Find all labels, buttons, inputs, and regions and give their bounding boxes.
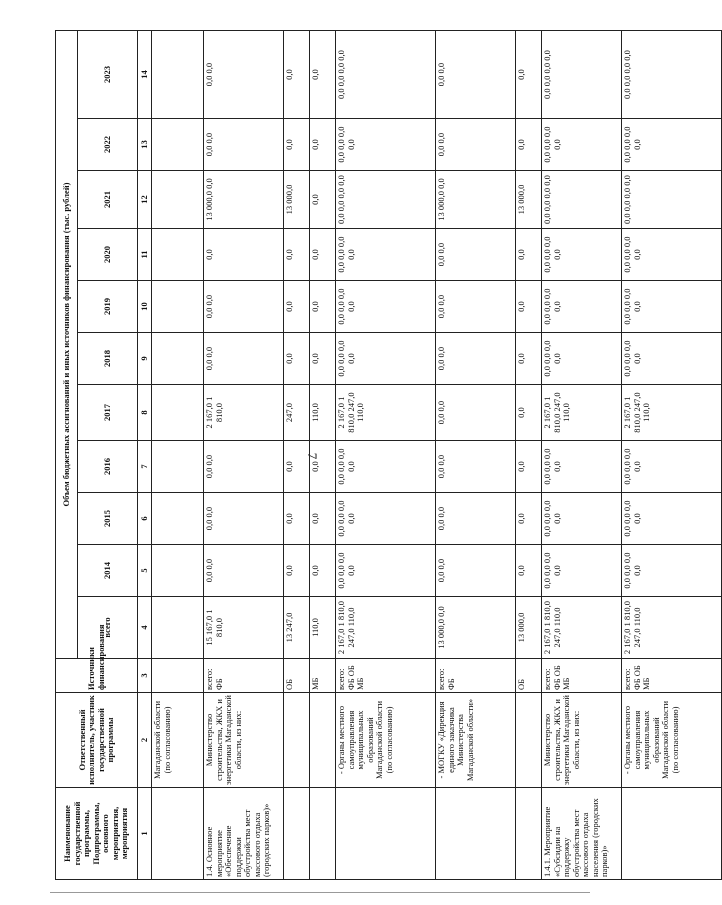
row-funding-source: [152, 659, 204, 693]
table-row: [436, 30, 516, 879]
row-value: 0,0 0,0 0,0 0,0: [622, 30, 722, 118]
row-value: 0,0: [516, 229, 542, 281]
row-value: 0,0: [284, 281, 310, 333]
row-value: 0,0: [310, 281, 336, 333]
row-value: 0,0 0,0 0,0 0,0: [622, 119, 722, 171]
row-value: 0,0: [516, 493, 542, 545]
row-responsible: [516, 693, 542, 788]
row-value: 0,0 0,0 0,0 0,0: [336, 229, 436, 281]
column-numbers-row: [138, 30, 152, 879]
column-number: 1: [138, 788, 152, 880]
column-number: 5: [138, 545, 152, 597]
row-responsible: Министерство строительства, ЖКХ и энергетики Магаданской области, из них:: [204, 693, 284, 788]
row-value: 0,0 0,0 0,0 0,0: [542, 545, 622, 597]
table-row: [622, 30, 722, 879]
row-program-name: 1.4. Основное мероприятие «Обеспечение поддержки обустройства мест массового отдыха (городских парков)»: [204, 788, 284, 880]
column-number: 9: [138, 333, 152, 385]
header-year-2018: 2018: [78, 333, 138, 385]
row-value: 0,0 0,0 0,0 0,0: [336, 30, 436, 118]
row-funding-source: всего: ФБ: [436, 659, 516, 693]
row-value: 13 000,0 0,0: [204, 171, 284, 229]
header-funding-source: Источники финансирования: [56, 659, 138, 693]
row-value: 0,0: [516, 281, 542, 333]
row-value: 0,0 0,0: [436, 229, 516, 281]
row-value: 0,0 0,0 0,0 0,0: [336, 281, 436, 333]
row-value: 0,0 0,0: [204, 441, 284, 493]
row-value: 0,0 0,0: [204, 493, 284, 545]
row-value: 13 000,0 0,0: [436, 171, 516, 229]
row-value: 0,0: [310, 119, 336, 171]
row-value: 110,0: [310, 385, 336, 441]
row-value: 0,0: [284, 441, 310, 493]
row-value: 13 000,0: [516, 597, 542, 659]
row-value: 0,0 0,0: [436, 30, 516, 118]
table-row: [284, 30, 310, 879]
table-body: [152, 30, 722, 879]
row-value: 15 167,0 1 810,0: [204, 597, 284, 659]
row-value: [152, 119, 204, 171]
row-value: [152, 30, 204, 118]
row-value: 0,0 0,0 0,0 0,0: [622, 171, 722, 229]
row-value: [152, 441, 204, 493]
row-responsible: [284, 693, 310, 788]
row-funding-source: ОБ: [284, 659, 310, 693]
row-value: 0,0: [284, 119, 310, 171]
header-year-2017: 2017: [78, 385, 138, 441]
row-program-name: [152, 788, 204, 880]
row-value: 0,0: [284, 493, 310, 545]
row-value: 0,0: [284, 30, 310, 118]
column-number: 4: [138, 597, 152, 659]
header-year-2015: 2015: [78, 493, 138, 545]
row-program-name: [336, 788, 436, 880]
header-year-2016: 2016: [78, 441, 138, 493]
row-value: 0,0 0,0: [436, 385, 516, 441]
row-value: 13 000,0: [516, 171, 542, 229]
row-value: 13 000,0 0,0: [436, 597, 516, 659]
row-value: 0,0 0,0 0,0 0,0: [336, 493, 436, 545]
table-row: [204, 30, 284, 879]
row-value: 0,0 0,0: [204, 119, 284, 171]
row-value: [152, 385, 204, 441]
column-number: 14: [138, 30, 152, 118]
column-number: 3: [138, 659, 152, 693]
row-responsible: - МОГКУ «Дирекция единого заказчика Министерства Магаданской области»: [436, 693, 516, 788]
row-value: [152, 493, 204, 545]
column-number: 8: [138, 385, 152, 441]
row-value: 247,0: [284, 385, 310, 441]
row-value: 0,0: [310, 545, 336, 597]
row-value: 0,0 0,0 0,0 0,0: [336, 545, 436, 597]
row-value: 0,0 0,0 0,0 0,0: [542, 281, 622, 333]
row-funding-source: МБ: [310, 659, 336, 693]
row-value: 0,0: [516, 545, 542, 597]
row-value: 0,0: [204, 229, 284, 281]
row-value: 0,0 0,0: [436, 493, 516, 545]
row-program-name: [284, 788, 310, 880]
header-funding-title: Объем бюджетных ассигнований и иных источников финансирования (тыс. рублей): [56, 30, 78, 658]
row-funding-source: всего: ФБ: [204, 659, 284, 693]
row-value: 0,0: [284, 333, 310, 385]
row-responsible: [310, 693, 336, 788]
row-value: 0,0 0,0: [436, 333, 516, 385]
row-value: 0,0: [284, 229, 310, 281]
row-value: [152, 171, 204, 229]
row-value: 0,0 0,0 0,0 0,0: [542, 441, 622, 493]
row-value: 0,0 0,0 0,0 0,0: [542, 119, 622, 171]
row-value: 0,0 0,0 0,0 0,0: [336, 441, 436, 493]
header-year-2021: 2021: [78, 171, 138, 229]
row-value: 0,0 0,0: [436, 545, 516, 597]
row-responsible: Министерство строительства, ЖКХ и энергетики Магаданской области, из них:: [542, 693, 622, 788]
row-value: 0,0 0,0: [436, 119, 516, 171]
column-number: 2: [138, 693, 152, 788]
row-value: [152, 333, 204, 385]
row-value: 0,0 0,0: [436, 281, 516, 333]
funding-table: [55, 30, 722, 880]
row-value: 2 167,0 1 810,0: [204, 385, 284, 441]
row-value: 0,0: [310, 229, 336, 281]
row-value: 2 167,0 1 810,0 247,0 110,0: [542, 597, 622, 659]
row-value: 0,0 0,0: [436, 441, 516, 493]
row-value: 0,0 0,0 0,0 0,0: [542, 493, 622, 545]
row-value: 0,0 0,0 0,0 0,0: [336, 333, 436, 385]
column-number: 13: [138, 119, 152, 171]
row-value: 2 167,0 1 810,0 247,0 110,0: [542, 385, 622, 441]
row-value: 0,0 0,0 0,0 0,0: [336, 171, 436, 229]
row-funding-source: всего: ФБ ОБ МБ: [622, 659, 722, 693]
header-program-name: Наименование государственной программы, Подпрограммы, основного мероприятия, мероприятия: [56, 788, 138, 880]
column-number: 10: [138, 281, 152, 333]
row-value: 2 167,0 1 810,0 247,0 110,0: [622, 385, 722, 441]
row-program-name: [516, 788, 542, 880]
table-row: [336, 30, 436, 879]
row-value: 0,0 0,0 0,0 0,0: [622, 545, 722, 597]
row-value: 0,0 0,0 0,0 0,0: [622, 493, 722, 545]
row-value: 0,0: [310, 333, 336, 385]
row-program-name: [310, 788, 336, 880]
row-value: 0,0 0,0: [204, 545, 284, 597]
column-number: 6: [138, 493, 152, 545]
row-responsible: - Органы местного самоуправления муниципальных образований Магаданской области (по согласованию): [336, 693, 436, 788]
row-value: 0,0 0,0 0,0 0,0: [542, 229, 622, 281]
row-value: 0,0: [284, 545, 310, 597]
row-value: 0,0 0,0 0,0 0,0: [622, 441, 722, 493]
row-value: 0,0: [516, 30, 542, 118]
header-year-2014: 2014: [78, 545, 138, 597]
row-value: 0,0: [310, 441, 336, 493]
header-year-2019: 2019: [78, 281, 138, 333]
row-value: 0,0: [516, 119, 542, 171]
table-row: [310, 30, 336, 879]
table-row: [542, 30, 622, 879]
row-responsible: Магаданской области (по согласованию): [152, 693, 204, 788]
row-program-name: [622, 788, 722, 880]
table-wrapper: [55, 30, 680, 880]
page-bottom-rule: [50, 892, 590, 893]
row-responsible: - Органы местного самоуправления муниципальных образований Магаданской области (по согласованию): [622, 693, 722, 788]
row-value: 0,0 0,0 0,0 0,0: [622, 333, 722, 385]
row-value: 0,0: [516, 385, 542, 441]
row-value: 2 167,0 1 810,0 247,0 110,0: [336, 385, 436, 441]
header-year-2022: 2022: [78, 119, 138, 171]
row-value: 0,0 0,0 0,0 0,0: [542, 171, 622, 229]
row-value: 0,0 0,0 0,0 0,0: [542, 30, 622, 118]
page-number: 7: [305, 452, 320, 460]
row-value: [152, 229, 204, 281]
table-row: [516, 30, 542, 879]
header-year-2020: 2020: [78, 229, 138, 281]
row-value: [152, 545, 204, 597]
row-value: 0,0 0,0 0,0 0,0: [542, 333, 622, 385]
row-funding-source: всего: ФБ ОБ МБ: [542, 659, 622, 693]
row-funding-source: ОБ: [516, 659, 542, 693]
row-value: 0,0: [310, 493, 336, 545]
row-program-name: [436, 788, 516, 880]
row-value: [152, 597, 204, 659]
column-number: 12: [138, 171, 152, 229]
row-value: 13 000,0: [284, 171, 310, 229]
row-value: 110,0: [310, 597, 336, 659]
row-value: 2 167,0 1 810,0 247,0 110,0: [336, 597, 436, 659]
row-value: 0,0 0,0: [204, 30, 284, 118]
header-responsible: Ответственный исполнитель, участник государственной программы: [56, 693, 138, 788]
row-value: 13 247,0: [284, 597, 310, 659]
row-value: 0,0 0,0: [204, 333, 284, 385]
row-value: 0,0 0,0 0,0 0,0: [336, 119, 436, 171]
row-value: 0,0: [310, 171, 336, 229]
table-row: [152, 30, 204, 879]
header-total: всего: [78, 597, 138, 659]
row-funding-source: всего: ФБ ОБ МБ: [336, 659, 436, 693]
header-year-2023: 2023: [78, 30, 138, 118]
row-value: 0,0: [516, 441, 542, 493]
column-number: 7: [138, 441, 152, 493]
row-value: 2 167,0 1 810,0 247,0 110,0: [622, 597, 722, 659]
row-program-name: 1.4.1. Мероприятие «Субсидии на поддержку обустройства мест массового отдыха населения (городских парков)»: [542, 788, 622, 880]
column-number: 11: [138, 229, 152, 281]
row-value: 0,0 0,0 0,0 0,0: [622, 281, 722, 333]
row-value: 0,0: [310, 30, 336, 118]
row-value: 0,0 0,0 0,0 0,0: [622, 229, 722, 281]
row-value: 0,0 0,0: [204, 281, 284, 333]
row-value: [152, 281, 204, 333]
row-value: 0,0: [516, 333, 542, 385]
